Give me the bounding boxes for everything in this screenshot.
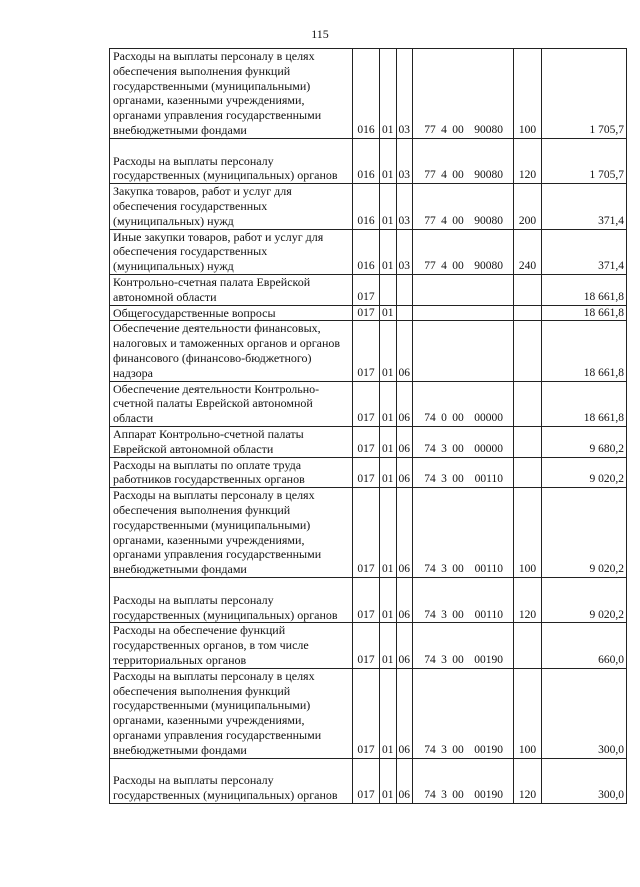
row-name: Расходы на выплаты персоналу государственных (муниципальных) органов [110,758,353,803]
amount-value: 1 705,7 [542,49,627,139]
ministry-code: 017 [353,758,380,803]
target-article-code [413,184,514,229]
ministry-code: 017 [353,488,380,578]
section-code: 01 [380,138,397,183]
code-part-code-d: 00110 [474,473,503,486]
code-part-code-b: 3 [441,653,447,666]
code-part-code-a: 74 [424,608,436,621]
amount-value: 9 020,2 [542,577,627,622]
code-part-code-d: 90080 [474,169,503,182]
target-article-code [413,668,514,758]
subsection-code: 06 [396,758,413,803]
table-row [110,184,627,229]
code-part-code-b: 4 [441,214,447,227]
code-part-code-a: 74 [424,653,436,666]
subsection-code: 06 [396,623,413,668]
code-part-code-d: 00190 [474,653,503,666]
table-row [110,758,627,803]
amount-value: 300,0 [542,668,627,758]
table-row [110,49,627,139]
target-article-code [413,457,514,488]
code-part-code-d: 00110 [474,563,503,576]
subsection-code [396,305,413,321]
expense-type-code: 120 [514,758,542,803]
subsection-code: 03 [396,184,413,229]
row-name: Расходы на выплаты персоналу государственных (муниципальных) органов [110,138,353,183]
target-article-code [413,138,514,183]
amount-value: 660,0 [542,623,627,668]
budget-table [109,48,627,804]
ministry-code: 017 [353,668,380,758]
table-row [110,305,627,321]
expense-type-code [514,321,542,381]
code-part-code-d: 00190 [474,743,503,756]
ministry-code: 017 [353,577,380,622]
section-code: 01 [380,488,397,578]
row-name: Обеспечение деятельности Контрольно-счетной палаты Еврейской автономной области [110,381,353,426]
expense-type-code [514,381,542,426]
section-code [380,274,397,305]
code-part-code-b: 4 [441,260,447,273]
subsection-code: 03 [396,49,413,139]
row-name: Иные закупки товаров, работ и услуг для обеспечения государственных (муниципальных) нужд [110,229,353,274]
subsection-code: 03 [396,229,413,274]
code-part-code-b: 3 [441,789,447,802]
table-row [110,274,627,305]
row-name: Расходы на выплаты по оплате труда работников государственных органов [110,457,353,488]
target-article-code [413,488,514,578]
amount-value: 371,4 [542,229,627,274]
ministry-code: 017 [353,457,380,488]
row-name: Аппарат Контрольно-счетной палаты Еврейской автономной области [110,426,353,457]
target-article-code [413,426,514,457]
ministry-code: 017 [353,623,380,668]
code-part-code-c: 00 [452,412,464,425]
ministry-code: 016 [353,184,380,229]
section-code: 01 [380,184,397,229]
code-part-code-a: 74 [424,473,436,486]
code-part-code-b: 0 [441,412,447,425]
section-code: 01 [380,321,397,381]
code-part-code-d: 90080 [474,124,503,136]
code-part-code-c: 00 [452,743,464,756]
row-name: Расходы на выплаты персоналу в целях обеспечения выполнения функций государственными (муниципальными) органами, казенными учреждениями, органами управления государственными внебюджетными фондами [110,49,353,139]
table-row [110,623,627,668]
row-name: Расходы на обеспечение функций государственных органов, в том числе территориальных органов [110,623,353,668]
target-article-code [413,274,514,305]
code-part-code-d: 00000 [474,412,503,425]
code-part-code-c: 00 [452,169,464,182]
amount-value: 9 680,2 [542,426,627,457]
row-name: Расходы на выплаты персоналу государственных (муниципальных) органов [110,577,353,622]
amount-value: 18 661,8 [542,274,627,305]
subsection-code: 06 [396,668,413,758]
table-row [110,138,627,183]
table-row [110,426,627,457]
section-code: 01 [380,758,397,803]
target-article-code [413,623,514,668]
ministry-code: 016 [353,49,380,139]
expense-type-code: 240 [514,229,542,274]
target-article-code [413,321,514,381]
amount-value: 18 661,8 [542,305,627,321]
code-part-code-d: 90080 [474,214,503,227]
code-part-code-d: 90080 [474,260,503,273]
section-code: 01 [380,457,397,488]
code-part-code-b: 3 [441,608,447,621]
code-part-code-c: 00 [452,124,464,136]
subsection-code: 06 [396,457,413,488]
code-part-code-c: 00 [452,214,464,227]
page-number: 115 [311,27,329,41]
code-part-code-c: 00 [452,653,464,666]
code-part-code-a: 74 [424,442,436,455]
code-part-code-a: 77 [424,169,436,182]
subsection-code: 06 [396,321,413,381]
amount-value: 371,4 [542,184,627,229]
amount-value: 1 705,7 [542,138,627,183]
amount-value: 18 661,8 [542,321,627,381]
row-name: Закупка товаров, работ и услуг для обеспечения государственных (муниципальных) нужд [110,184,353,229]
expense-type-code [514,457,542,488]
row-name: Контрольно-счетная палата Еврейской автономной области [110,274,353,305]
target-article-code [413,577,514,622]
subsection-code [396,274,413,305]
expense-type-code: 200 [514,184,542,229]
code-part-code-b: 4 [441,169,447,182]
expense-type-code: 120 [514,138,542,183]
code-part-code-c: 00 [452,789,464,802]
code-part-code-a: 77 [424,214,436,227]
table-row [110,577,627,622]
subsection-code: 06 [396,381,413,426]
expense-type-code: 100 [514,49,542,139]
ministry-code: 017 [353,274,380,305]
ministry-code: 017 [353,321,380,381]
target-article-code [413,49,514,139]
code-part-code-c: 00 [452,563,464,576]
amount-value: 300,0 [542,758,627,803]
code-part-code-b: 3 [441,442,447,455]
target-article-code [413,305,514,321]
target-article-code [413,758,514,803]
expense-type-code: 120 [514,577,542,622]
row-name: Обеспечение деятельности финансовых, налоговых и таможенных органов и органов финансового (финансово-бюджетного) надзора [110,321,353,381]
table-row [110,381,627,426]
amount-value: 18 661,8 [542,381,627,426]
section-code: 01 [380,305,397,321]
table-row [110,229,627,274]
expense-type-code [514,305,542,321]
code-part-code-a: 74 [424,563,436,576]
code-part-code-d: 00190 [474,789,503,802]
section-code: 01 [380,426,397,457]
code-part-code-a: 77 [424,260,436,273]
code-part-code-c: 00 [452,260,464,273]
table-row [110,321,627,381]
code-part-code-a: 74 [424,789,436,802]
subsection-code: 06 [396,577,413,622]
row-name: Расходы на выплаты персоналу в целях обеспечения выполнения функций государственными (муниципальными) органами, казенными учреждениями, органами управления государственными внебюджетными фондами [110,668,353,758]
expense-type-code: 100 [514,668,542,758]
code-part-code-b: 3 [441,473,447,486]
expense-type-code [514,623,542,668]
code-part-code-b: 4 [441,124,447,136]
section-code: 01 [380,49,397,139]
code-part-code-b: 3 [441,563,447,576]
code-part-code-c: 00 [452,442,464,455]
code-part-code-a: 74 [424,412,436,425]
row-name: Расходы на выплаты персоналу в целях обеспечения выполнения функций государственными (муниципальными) органами, казенными учреждениями, органами управления государственными внебюджетными фондами [110,488,353,578]
code-part-code-d: 00000 [474,442,503,455]
target-article-code [413,229,514,274]
table-row [110,457,627,488]
subsection-code: 03 [396,138,413,183]
section-code: 01 [380,381,397,426]
table-row [110,488,627,578]
code-part-code-d: 00110 [474,608,503,621]
ministry-code: 016 [353,138,380,183]
ministry-code: 016 [353,229,380,274]
section-code: 01 [380,229,397,274]
subsection-code: 06 [396,426,413,457]
section-code: 01 [380,668,397,758]
target-article-code [413,381,514,426]
section-code: 01 [380,623,397,668]
section-code: 01 [380,577,397,622]
ministry-code: 017 [353,381,380,426]
code-part-code-b: 3 [441,743,447,756]
expense-type-code [514,274,542,305]
expense-type-code [514,426,542,457]
amount-value: 9 020,2 [542,488,627,578]
code-part-code-a: 74 [424,743,436,756]
ministry-code: 017 [353,305,380,321]
amount-value: 9 020,2 [542,457,627,488]
code-part-code-c: 00 [452,473,464,486]
code-part-code-c: 00 [452,608,464,621]
code-part-code-a: 77 [424,124,436,136]
ministry-code: 017 [353,426,380,457]
row-name: Общегосударственные вопросы [110,305,353,321]
table-row [110,668,627,758]
subsection-code: 06 [396,488,413,578]
expense-type-code: 100 [514,488,542,578]
